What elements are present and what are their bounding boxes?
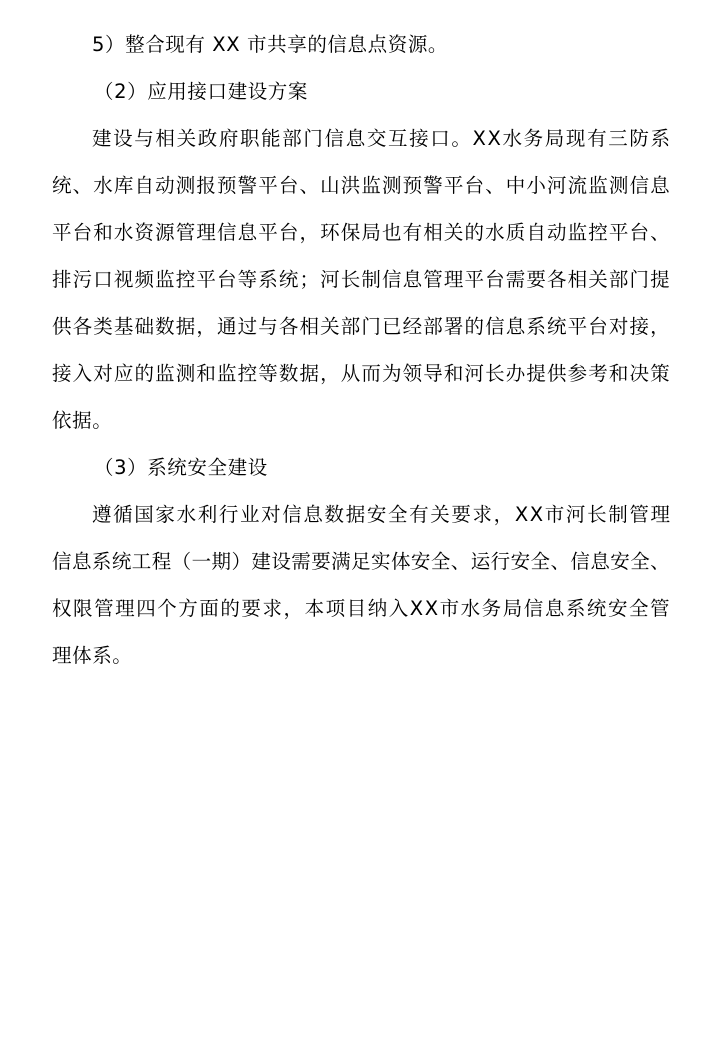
- paragraph-security-line-3: 权 限 管 理 四 个 方 面 的 要 求 ， 本 项 目 纳 入 X X 市 水 务 局 信 息 系 统 安 全 管: [52, 597, 670, 620]
- section-heading-security: （3）系统安全建设: [94, 456, 268, 479]
- paragraph-security-line-4: 理体系。: [52, 644, 133, 667]
- paragraph-security-line-1: 遵 循 国 家 水 利 行 业 对 信 息 数 据 安 全 有 关 要 求 ， X X 市 河 长 制 管 理: [92, 503, 670, 526]
- list-item-5: 5）整合现有 XX 市共享的信息点资源。: [92, 33, 449, 56]
- paragraph-interface-line-4: 排 污 口 视 频 监 控 平 台 等 系 统 ； 河 长 制 信 息 管 理 平 台 需 要 各 相 关 部 门 提: [52, 268, 670, 291]
- paragraph-interface-line-3: 平 台 和 水 资 源 管 理 信 息 平 台 ， 环 保 局 也 有 相 关 的 水 质 自 动 监 控 平 台 、: [52, 221, 670, 244]
- paragraph-interface-line-5: 供 各 类 基 础 数 据 ， 通 过 与 各 相 关 部 门 已 经 部 署 的 信 息 系 统 平 台 对 接 ，: [52, 315, 670, 338]
- paragraph-interface-line-1: 建 设 与 相 关 政 府 职 能 部 门 信 息 交 互 接 口 。 X X 水 务 局 现 有 三 防 系: [92, 127, 670, 150]
- section-heading-interface: （2）应用接口建设方案: [94, 80, 309, 103]
- paragraph-security-line-2: 信 息 系 统 工 程 （ 一 期 ） 建 设 需 要 满 足 实 体 安 全 、 运 行 安 全 、 信 息 安 全 、: [52, 550, 670, 573]
- paragraph-interface-line-6: 接 入 对 应 的 监 测 和 监 控 等 数 据 ， 从 而 为 领 导 和 河 长 办 提 供 参 考 和 决 策: [52, 362, 670, 385]
- paragraph-interface-line-7: 依据。: [52, 409, 113, 432]
- paragraph-interface-line-2: 统 、 水 库 自 动 测 报 预 警 平 台 、 山 洪 监 测 预 警 平 台 、 中 小 河 流 监 测 信 息: [52, 174, 670, 197]
